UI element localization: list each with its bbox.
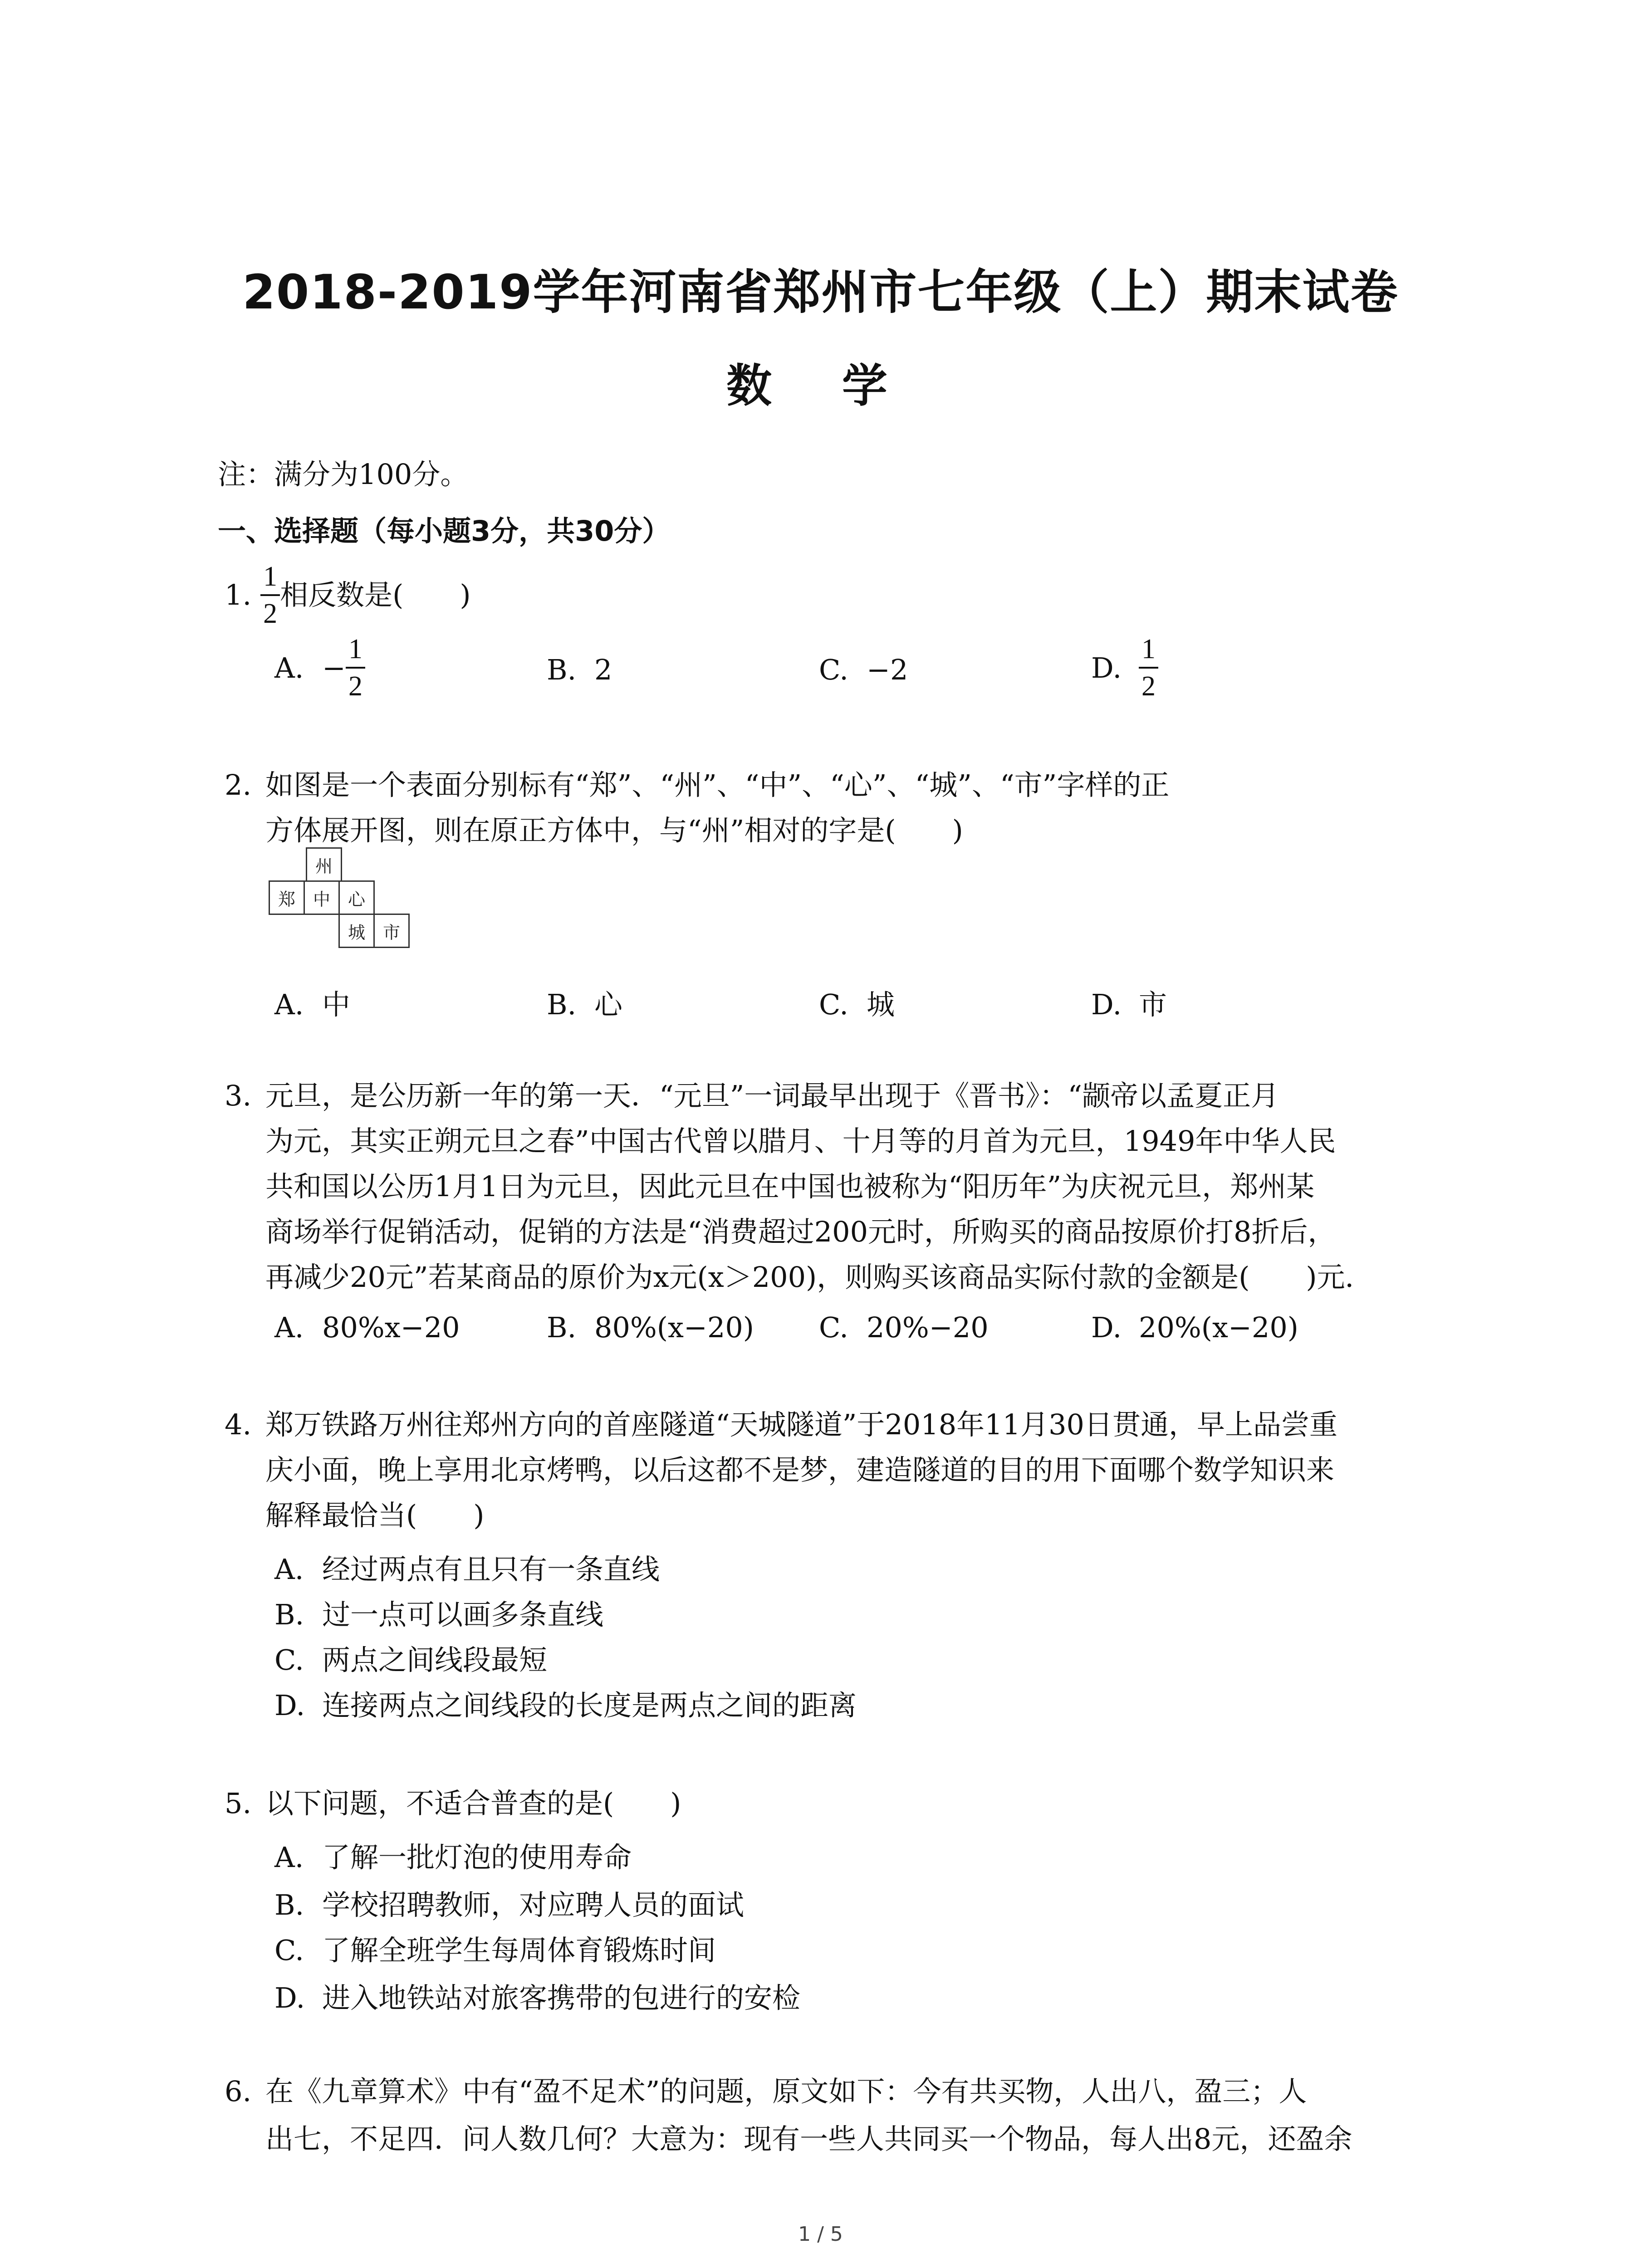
question-3-line-2: 为元，其实正朔元旦之春”中国古代曾以腊月、十月等的月首为元旦，1949年中华人民 bbox=[265, 1124, 1336, 1158]
net-cell-xin: 心 bbox=[338, 880, 375, 915]
question-2-number: 2. bbox=[225, 768, 252, 802]
option-c: C. 了解全班学生每周体育锻炼时间 bbox=[274, 1934, 716, 1967]
question-6-line-2: 出七，不足四．问人数几何？大意为：现有一些人共同买一个物品，每人出8元，还盈余 bbox=[265, 2122, 1352, 2156]
net-cell-cheng: 城 bbox=[338, 914, 375, 948]
question-5-stem: 以下问题，不适合普查的是( ) bbox=[265, 1787, 681, 1820]
option-c: C. 20%−20 bbox=[819, 1311, 989, 1344]
section-heading: 一、选择题（每小题3分，共30分） bbox=[218, 514, 671, 547]
option-d: D. 市 bbox=[1091, 988, 1167, 1021]
question-stem: 相反数是( ) bbox=[280, 578, 471, 611]
option-d: D. 进入地铁站对旅客携带的包进行的安检 bbox=[274, 1981, 801, 2014]
fraction: $\frac{1}{2}$ bbox=[1139, 635, 1158, 700]
question-4-line-3: 解释最恰当( ) bbox=[265, 1499, 485, 1532]
option-a: A. − $\frac{1}{2}$ bbox=[274, 635, 365, 700]
question-1 bbox=[225, 562, 471, 628]
fraction: $\frac{1}{2}$ bbox=[346, 635, 365, 700]
net-cell-shi: 市 bbox=[373, 914, 410, 948]
question-4-number: 4. bbox=[225, 1408, 252, 1441]
option-a: A. 80%x−20 bbox=[274, 1311, 460, 1344]
fraction: $\frac{1}{2}$ bbox=[260, 562, 280, 628]
option-b: B. 2 bbox=[547, 653, 612, 686]
question-6-number: 6. bbox=[225, 2075, 252, 2108]
question-number: 1. bbox=[225, 578, 252, 611]
question-3-line-4: 商场举行促销活动，促销的方法是“消费超过200元时，所购买的商品按原价打8折后， bbox=[265, 1215, 1336, 1248]
net-cell-zheng: 郑 bbox=[269, 880, 305, 915]
option-b: B. 80%(x−20) bbox=[547, 1311, 754, 1344]
question-3-number: 3. bbox=[225, 1079, 252, 1112]
net-cell-zhong: 中 bbox=[304, 880, 340, 915]
question-4-line-2: 庆小面，晚上享用北京烤鸭，以后这都不是梦，建造隧道的目的用下面哪个数学知识来 bbox=[265, 1453, 1335, 1486]
option-a: A. 中 bbox=[274, 988, 351, 1021]
net-cell-zhou: 州 bbox=[306, 847, 342, 882]
cube-net-figure bbox=[269, 847, 418, 970]
question-4-line-1: 郑万铁路万州往郑州方向的首座隧道“天城隧道”于2018年11月30日贯通，早上品尝重 bbox=[265, 1408, 1337, 1441]
option-d: D. 20%(x−20) bbox=[1091, 1311, 1298, 1344]
option-a: A. 了解一批灯泡的使用寿命 bbox=[274, 1841, 632, 1874]
subject-title: 数 学 bbox=[726, 359, 915, 412]
option-c: C. 两点之间线段最短 bbox=[274, 1643, 548, 1677]
question-2-line-1: 如图是一个表面分别标有“郑”、“州”、“中”、“心”、“城”、“市”字样的正 bbox=[265, 768, 1170, 802]
question-3-line-3: 共和国以公历1月1日为元旦，因此元旦在中国也被称为“阳历年”为庆祝元旦，郑州某 bbox=[265, 1170, 1315, 1203]
page-title: 2018-2019学年河南省郑州市七年级（上）期末试卷 bbox=[242, 264, 1399, 320]
question-3-line-5: 再减少20元”若某商品的原价为x元(x＞200)，则购买该商品实际付款的金额是( )元． bbox=[265, 1261, 1373, 1294]
option-a: A. 经过两点有且只有一条直线 bbox=[274, 1553, 660, 1586]
option-b: B. 过一点可以画多条直线 bbox=[274, 1598, 604, 1631]
option-b: B. 学校招聘教师，对应聘人员的面试 bbox=[274, 1888, 745, 1921]
option-d: D. 连接两点之间线段的长度是两点之间的距离 bbox=[274, 1689, 857, 1722]
option-c: C. 城 bbox=[819, 988, 895, 1021]
option-c: C. −2 bbox=[819, 653, 908, 686]
option-d: D. $\frac{1}{2}$ bbox=[1091, 635, 1158, 700]
question-2-line-2: 方体展开图，则在原正方体中，与“州”相对的字是( ) bbox=[265, 814, 963, 847]
score-note: 注：满分为100分。 bbox=[218, 458, 469, 491]
question-6-line-1: 在《九章算术》中有“盈不足术”的问题，原文如下：今有共买物，人出八，盈三；人 bbox=[265, 2075, 1307, 2108]
page-number: 1 / 5 bbox=[798, 2223, 843, 2246]
option-b: B. 心 bbox=[547, 988, 623, 1021]
question-3-line-1: 元旦，是公历新一年的第一天．“元旦”一词最早出现于《晋书》：“颛帝以孟夏正月 bbox=[265, 1079, 1279, 1112]
question-5-number: 5. bbox=[225, 1787, 252, 1820]
